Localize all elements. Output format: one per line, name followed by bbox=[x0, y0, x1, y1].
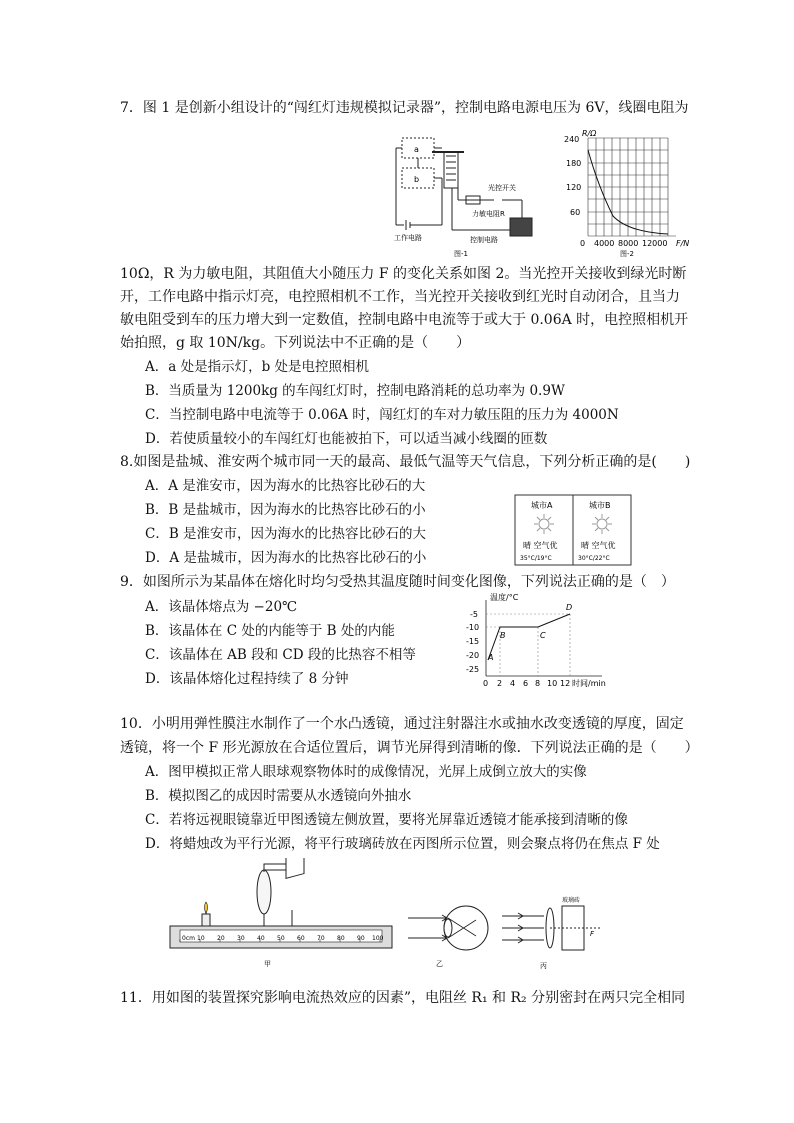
fig2-ytick-120: 120 bbox=[566, 183, 582, 192]
q9-xtick-0: 0 bbox=[483, 679, 489, 688]
q8-option-c: C．B 是淮安市，因为海水的比热容比砂石的大 bbox=[145, 526, 427, 542]
fig2-caption: 图-2 bbox=[620, 250, 634, 258]
work-circuit-label: 工作电路 bbox=[394, 234, 422, 242]
city-b-weather: 晴 空气优 bbox=[581, 541, 616, 550]
q8-option-b: B．B 是盐城市，因为海水的比热容比砂石的小 bbox=[145, 502, 426, 518]
city-b-name: 城市B bbox=[589, 501, 611, 510]
city-a-weather: 晴 空气优 bbox=[523, 541, 558, 550]
q7-circuit-figure bbox=[392, 130, 542, 260]
q7-intro: 7．图 1 是创新小组设计的“闯红灯违规模拟记录器”，控制电路电源电压为 6V，线圈电阻为 bbox=[120, 100, 689, 116]
fig2-xtick-8000: 8000 bbox=[618, 239, 639, 248]
fig2-ytick-60: 60 bbox=[570, 208, 581, 217]
q9-ytick-m15: -15 bbox=[466, 637, 480, 646]
q8-stem: 8.如图是盐城、淮安两个城市同一天的最高、最低气温等天气信息，下列分析正确的是( ) bbox=[120, 454, 691, 470]
q7-option-a: A．a 处是指示灯，b 处是电控照相机 bbox=[145, 359, 370, 375]
q9-option-c: C．该晶体在 AB 段和 CD 段的比热容不相等 bbox=[145, 647, 416, 663]
q7-body-3: 敏电阻受到车的压力增大到一定数值，控制电路中电流等于或大于 0.06A 时，电控照相机开 bbox=[120, 312, 689, 328]
caption-jia: 甲 bbox=[264, 960, 271, 968]
q10-stem-1: 10．小明用弹性膜注水制作了一个水凸透镜，通过注射器注水或抽水改变透镜的厚度，固定 bbox=[120, 716, 684, 732]
q8-weather-cards bbox=[514, 494, 632, 566]
q9-option-d: D．该晶体熔化过程持续了 8 分钟 bbox=[145, 671, 349, 687]
point-c: C bbox=[540, 631, 546, 640]
fig2-ytick-180: 180 bbox=[566, 159, 582, 168]
q10-eye-figure bbox=[406, 900, 496, 970]
q9-xtick-6: 6 bbox=[523, 679, 529, 688]
q7-body-4: 始拍照，g 取 10N/kg。下列说法中不正确的是（ ） bbox=[120, 335, 471, 351]
q8-option-d: D．A 是盐城市，因为海水的比热容比砂石的小 bbox=[145, 550, 427, 566]
q7-resistance-graph bbox=[558, 126, 708, 258]
fig2-xlabel: F/N bbox=[676, 239, 690, 248]
fig2-xtick-0: 0 bbox=[580, 239, 586, 248]
city-a-name: 城市A bbox=[531, 501, 553, 510]
q9-xtick-4: 4 bbox=[510, 679, 516, 688]
point-b: B bbox=[500, 631, 506, 640]
fig2-ytick-240: 240 bbox=[564, 135, 580, 144]
ruler-tick-90: 90 bbox=[357, 935, 365, 942]
fig2-xtick-4000: 4000 bbox=[594, 239, 615, 248]
q8-option-a: A．A 是淮安市，因为海水的比热容比砂石的大 bbox=[145, 478, 426, 494]
q9-xtick-8: 8 bbox=[535, 679, 541, 688]
q7-body-2: 开，工作电路中指示灯亮，电控照相机不工作，当光控开关接收到红光时自动闭合，且当力 bbox=[120, 289, 680, 305]
sensor-label: 力敏电阻R bbox=[472, 210, 505, 218]
point-a: A bbox=[488, 653, 494, 662]
q10-option-d: D．将蜡烛改为平行光源，将平行玻璃砖放在丙图所示位置，则会聚点将仍在焦点 F 处 bbox=[145, 836, 660, 852]
q7-option-d: D．若使质量较小的车闯红灯也能被拍下，可以适当减小线圈的匝数 bbox=[145, 431, 548, 447]
q10-option-c: C．若将远视眼镜靠近甲图透镜左侧放置，要将光屏靠近透镜才能承接到清晰的像 bbox=[145, 812, 628, 828]
ruler-tick-20: 20 bbox=[217, 935, 225, 942]
q11-stem: 11．用如图的装置探究影响电流热效应的因素”，电阻丝 R₁ 和 R₂ 分别密封在两只完全相同 bbox=[120, 990, 686, 1006]
light-switch-label: 光控开关 bbox=[488, 184, 516, 192]
q7-body-1: 10Ω，R 为力敏电阻，其阻值大小随压力 F 的变化关系如图 2。当光控开关接收到绿光时断 bbox=[120, 266, 687, 282]
q9-ytick-m25: -25 bbox=[466, 665, 480, 674]
fig1-caption: 图-1 bbox=[454, 250, 468, 258]
label-a: a bbox=[414, 145, 419, 154]
q9-xtick-10: 10 bbox=[547, 679, 558, 688]
ruler-tick-0: 0cm bbox=[182, 935, 195, 942]
ruler-tick-30: 30 bbox=[237, 935, 245, 942]
city-a-temp: 35°C/19°C bbox=[520, 555, 552, 562]
fig2-ylabel: R/Ω bbox=[582, 129, 597, 138]
ruler-tick-60: 60 bbox=[297, 935, 305, 942]
q10-stem-2: 透镜，将一个 F 形光源放在合适位置后，调节光屏得到清晰的像．下列说法正确的是（ ） bbox=[120, 740, 699, 756]
ruler-tick-70: 70 bbox=[317, 935, 325, 942]
ruler-tick-40: 40 bbox=[257, 935, 265, 942]
q9-ytick-m10: -10 bbox=[466, 623, 480, 632]
q9-xlabel: 时间/min bbox=[572, 679, 606, 688]
ruler-tick-80: 80 bbox=[337, 935, 345, 942]
q10-optical-bench-figure bbox=[168, 858, 398, 970]
ruler-tick-50: 50 bbox=[277, 935, 285, 942]
q9-ytick-m20: -20 bbox=[466, 651, 480, 660]
focus-label: F bbox=[590, 930, 595, 938]
q10-option-b: B．模拟图乙的成因时需要从水透镜向外抽水 bbox=[145, 788, 412, 804]
q9-xtick-12: 12 bbox=[560, 679, 571, 688]
q9-ylabel: 温度/°C bbox=[490, 593, 519, 602]
ruler-tick-10: 10 bbox=[197, 935, 205, 942]
ruler-tick-100: 100 bbox=[372, 935, 384, 942]
q10-lens-glass-figure bbox=[500, 892, 610, 972]
control-circuit-label: 控制电路 bbox=[470, 236, 498, 244]
q9-melting-graph bbox=[462, 592, 642, 692]
city-b-temp: 30°C/22°C bbox=[578, 555, 610, 562]
q10-option-a: A．图甲模拟正常人眼球观察物体时的成像情况，光屏上成倒立放大的实像 bbox=[145, 764, 587, 780]
label-b: b bbox=[414, 175, 420, 184]
caption-bing: 丙 bbox=[540, 962, 547, 970]
q9-option-a: A．该晶体熔点为 −20℃ bbox=[145, 599, 298, 615]
glass-label: 玻璃砖 bbox=[562, 897, 581, 904]
q9-option-b: B．该晶体在 C 处的内能等于 B 处的内能 bbox=[145, 623, 395, 639]
q9-xtick-2: 2 bbox=[497, 679, 503, 688]
q7-option-c: C．当控制电路中电流等于 0.06A 时，闯红灯的车对力敏压阻的压力为 4000N bbox=[145, 407, 619, 423]
q9-ytick-m5: -5 bbox=[470, 610, 478, 619]
point-d: D bbox=[566, 603, 573, 612]
q7-option-b: B．当质量为 1200kg 的车闯红灯时，控制电路消耗的总功率为 0.9W bbox=[145, 383, 565, 399]
q9-stem: 9．如图所示为某晶体在熔化时均匀受热其温度随时间变化图像，下列说法正确的是（ ） bbox=[120, 574, 675, 590]
caption-yi: 乙 bbox=[436, 960, 443, 968]
fig2-xtick-12000: 12000 bbox=[642, 239, 668, 248]
